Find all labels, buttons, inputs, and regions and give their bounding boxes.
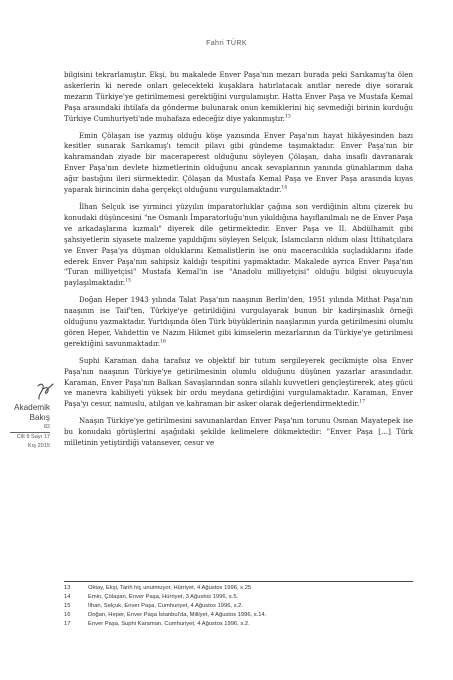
footnote-text: Doğan, Heper, Enver Paşa İstanbul'da, Milliyet, 4 Ağustos 1996, s.14. xyxy=(88,612,267,618)
footnote-text: Emin, Çölaşan, Enver Paşa, Hürriyet, 3 Ağustos 1996, s.5. xyxy=(88,594,239,600)
footnote-number: 17 xyxy=(64,621,71,627)
paragraph xyxy=(64,416,413,449)
paragraph-text: Doğan Heper 1943 yılında Talat Paşa'nın naaşının Berlin'den, 1951 yılında Mithat Paşa'nın naaşının ise Taif'ten, Türkiye'ye getirildiğini vurgulayarak bunun bir kadirşinaslık örneği olduğunu yazmaktadır. Yurtdışında ölen Türk büyüklerinin naaşlarının yurda getirilmesini olumlu gören Heper, Vahdettin ve Nazım Hikmet gibi kimselerin mezarlarının da Türkiye'ye getirilmesi gerektiğini savunmaktadır. xyxy=(64,295,413,348)
article-body xyxy=(64,70,413,449)
journal-name-line2: Bakış xyxy=(29,412,50,422)
paragraph xyxy=(64,356,413,411)
footnotes xyxy=(64,581,413,629)
paragraph-text: bilgisini tekrarlamıştır. Ekşi, bu makalede Enver Paşa'nın mezarı burada peki Sarıkamış'ta ölen askerlerin ki nerede onları gelecekteki kuşaklara hatırlatacak anıtlar nerede diye sorarak mezarın Türkiye'ye getirilmemesi gerektiğini vurgulamıştır. Hatta Enver Paşa ve Mustafa Kemal Paşa arasındaki ihtilafa da gönderme bulunarak onun kemiklerini hiç sevmediği birinin kurduğu Türkiye Cumhuriyeti'nde muhafaza edeceğiz diye yakınmıştır. xyxy=(64,70,413,123)
footnote xyxy=(64,584,413,593)
paragraph-text: Naaşın Türkiye'ye getirilmesini savunanlardan Enver Paşa'nın torunu Osman Mayatepek ise bu konudaki görüşlerini aşağıdaki şekilde kelimelere dökmektedir: "Enver Paşa […] Türk milletinin yetiştirdiği vatansever, cesur ve xyxy=(64,416,413,448)
footnote-ref[interactable]: 13 xyxy=(284,114,291,120)
footnote xyxy=(64,593,413,602)
footnote-number: 15 xyxy=(64,603,71,609)
paragraph-text: Emin Çölaşan ise yazmış olduğu köşe yazısında Enver Paşa'nın hayat hikâyesinden bazı kesitler sunarak Sarıkamış'ı temcit pilavı gibi gündeme taşımaktadır. Enver Paşa'nın bir kahramandan ziyade bir maceraperest olduğunu söyleyen Çölaşan, daha insaflı davranarak Enver Paşa'nın devlete hizmetlerinin olduğunu ancak sevaplarının yanında günahlarının daha ağır bastığını ileri sürmektedir. Çölaşan da Mustafa Kemal Paşa ve Enver Paşa arasında kıyas yaparak birincinin daha gerçekçi olduğunu vurgulamaktadır. xyxy=(64,130,413,195)
issue-season: Kış 2015 xyxy=(27,442,50,449)
paragraph xyxy=(64,70,413,125)
footnote-text: Oktay, Ekşi, Tarih hiç unutmuyor, Hürriyet, 4 Ağustos 1996, s.25 xyxy=(88,585,252,591)
running-header xyxy=(0,40,453,47)
footnote-ref[interactable]: 17 xyxy=(359,400,366,406)
footnote-ref[interactable]: 16 xyxy=(160,339,166,345)
footnote-number: 13 xyxy=(64,585,71,591)
paragraph-text: İlhan Selçuk ise yirminci yüzyılın imparatorluklar çağına son verdiğinin altını çizerek bu konudaki düşüncesini "ne Osmanlı İmparatorluğu'nun yıkıldığına hayıflanılmalı ne de Enver Paşa ve arkadaşlarına kızmalı" diyerek dile getirmektedir. Enver Paşa ve II. Abdülhamit gibi şahsiyetlerin siyasete malzeme yapıldığını söyleyen Selçuk, İslamcıların oldum olası İttihatçılara ve Enver Paşa'ya düşman olduklarını Kemalistlerin ise onu maceracılıkla suçladıklarını ifade ederek Enver Paşa'nın sahipsiz kaldığı tespitini yapmaktadır. Makalede ayrıca Enver Paşa'nın "Turan milliyetçisi" Mustafa Kemal'in ise "Anadolu milliyetçisi" olduğu bilgisi okuyucuyla paylaşılmaktadır. xyxy=(64,201,413,288)
paragraph xyxy=(64,131,413,196)
paragraph xyxy=(64,202,413,289)
running-header-author: Fahri TÜRK xyxy=(206,40,247,47)
journal-signature-logo-icon xyxy=(34,381,56,403)
footnote-text: İlhan, Selçuk, Enver Paşa, Cumhuriyet, 4 Ağustos 1996, s.2. xyxy=(88,603,243,609)
footnote-number: 14 xyxy=(64,594,71,600)
footnote-number: 16 xyxy=(64,612,71,618)
journal-margin-info xyxy=(2,403,50,450)
footnote-divider xyxy=(64,581,413,582)
journal-name-line1: Akademik xyxy=(14,403,50,412)
footnote-ref[interactable]: 14 xyxy=(281,185,288,191)
footnote-text: Enver Paşa, Suphi Karaman, Cumhuriyet, 4 Ağustos 1996, s.2. xyxy=(88,621,250,627)
footnote xyxy=(64,602,413,611)
footnote xyxy=(64,620,413,629)
paragraph xyxy=(64,295,413,350)
footnote-ref[interactable]: 15 xyxy=(125,278,131,284)
issue-volume: Cilt 9 Sayı 17 xyxy=(16,434,50,440)
footnote xyxy=(64,611,413,620)
paragraph-text: Suphi Karaman daha tarafsız ve objektif bir tutum sergileyerek gecikmişte olsa Enver Paşa'nın naaşının Türkiye'ye getirilmesinin olumlu olduğunu düşünen yazarlar arasındadır. Karaman, Enver Paşa'nın Balkan Savaşlarından sonra silahlı kuvvetleri gençleştirerek, ateş gücü ve manevra kabiliyeti yüksek bir ordu meydana getirdiğini vurgulamaktadır. Karaman, Enver Paşa'yı cesur, namuslu, atılgan ve kahraman bir asker olarak değerlendirmektedir. xyxy=(64,355,413,409)
page-number: 82 xyxy=(10,424,50,433)
